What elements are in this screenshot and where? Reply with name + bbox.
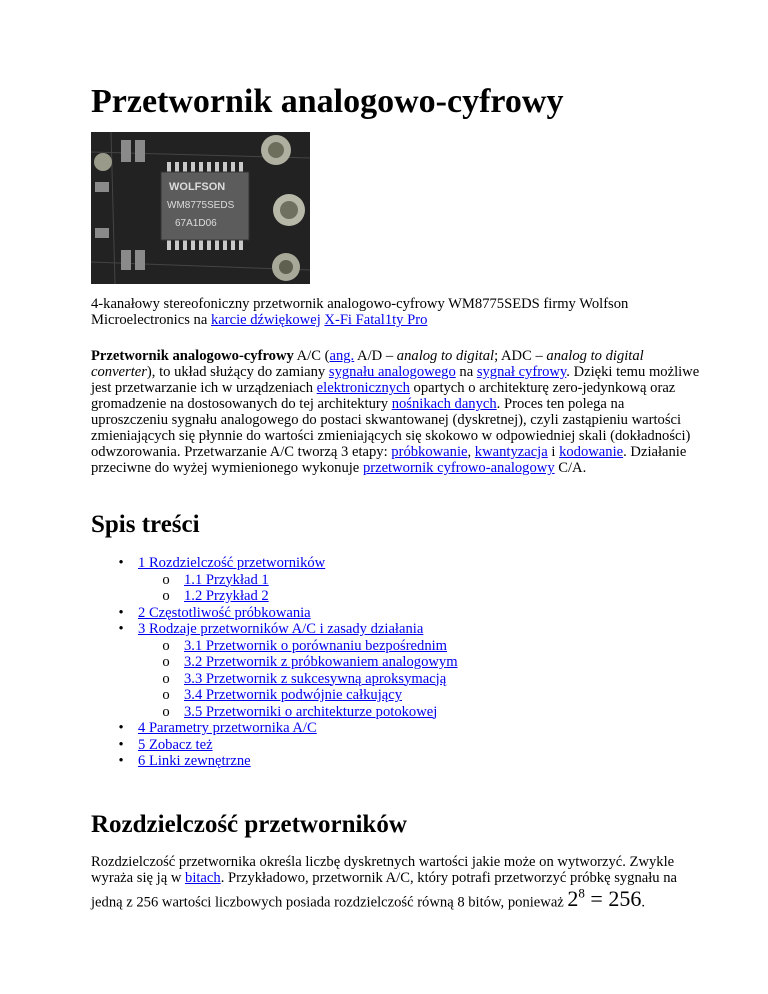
math-formula: $2^8 = 256$ xyxy=(567,886,642,912)
link-kodowanie[interactable]: kodowanie xyxy=(559,444,624,460)
toc-item xyxy=(91,588,458,605)
toc-link[interactable]: 1.1 Przykład 1 xyxy=(184,571,269,588)
toc-item xyxy=(91,704,458,721)
toc-heading: Spis treści xyxy=(91,511,200,538)
toc-item xyxy=(91,572,458,589)
toc-item xyxy=(91,737,458,754)
circle-bullet-icon: o xyxy=(162,588,170,604)
image-caption: 4-kanałowy stereofoniczny przetwornik analogowo-cyfrowy WM8775SEDS firmy Wolfson Microelectronics na karcie dźwiękowej X-Fi Fatal1ty Pro xyxy=(91,296,629,328)
circle-bullet-icon: o xyxy=(162,637,170,654)
toc-link[interactable]: 5 Zobacz też xyxy=(138,736,213,753)
page-title: Przetwornik analogowo-cyfrowy xyxy=(91,83,564,120)
toc-item xyxy=(91,638,458,655)
chip-brand: WOLFSON xyxy=(169,181,226,193)
intro-paragraph: Przetwornik analogowo-cyfrowy A/C (ang. A/D – analog to digital; ADC – analog to digital converter), to układ służący do zamiany sygnału analogowego na sygnał cyfrowy. Dzięki temu możliwe jest przetwarzanie ich w urządzeniach elektronicznych opartych o architekturę zero-jedynkową oraz gromadzenie na dostosowanych do tej architektury nośnikach danych. Proces ten polega na uproszczeniu sygnału analogowego do postaci skwantowanej (dyskretnej), czyli zastąpieniu wartości zmieniających się płynnie do wartości zmieniających się skokowo w odpowiedniej skali (dokładności) odwzorowania. Przetwarzanie A/C tworzą 3 etapy: próbkowanie, kwantyzacja i kodowanie. Działanie przeciwne do wyżej wymienionego wykonuje przetwornik cyfrowo-analogowy C/A. xyxy=(91,348,700,476)
toc-link[interactable]: 3 Rodzaje przetworników A/C i zasady działania xyxy=(138,621,424,637)
toc-item xyxy=(91,671,458,688)
bullet-icon: • xyxy=(118,720,124,736)
toc-link[interactable]: 6 Linki zewnętrzne xyxy=(138,753,251,769)
toc-link[interactable]: 2 Częstotliwość próbkowania xyxy=(138,604,311,621)
chip-photo xyxy=(91,132,310,284)
section1-paragraph: Rozdzielczość przetwornika określa liczbę dyskretnych wartości jakie może on wytworzyć. Zwykle wyraża się ją w bitach. Przykładowo, przetwornik A/C, który potrafi przetworzyć próbkę sygnału na jedną z 256 wartości liczbowych posiada rozdzielczość równą 8 bitów, ponieważ $2^8 = 256$. xyxy=(91,854,678,912)
toc-item xyxy=(91,720,458,737)
toc-link[interactable]: 3.3 Przetwornik z sukcesywną aproksymacją xyxy=(184,670,447,687)
table-of-contents xyxy=(91,555,458,770)
link-karta-dzwiekowa[interactable]: karcie dźwiękowej xyxy=(210,312,321,328)
chip-line2: 67A1D06 xyxy=(175,218,217,229)
bullet-icon: • xyxy=(118,604,124,621)
toc-link[interactable]: 1 Rozdzielczość przetworników xyxy=(138,555,326,571)
chip-line1: WM8775SEDS xyxy=(167,200,235,211)
toc-link[interactable]: 3.2 Przetwornik z próbkowaniem analogowym xyxy=(184,654,458,670)
toc-link[interactable]: 3.1 Przetwornik o porównaniu bezpośrednim xyxy=(184,637,448,654)
link-bity[interactable]: bitach xyxy=(185,870,221,886)
toc-item xyxy=(91,555,458,572)
section-heading-rozdzielczosc: Rozdzielczość przetworników xyxy=(91,811,407,838)
circle-bullet-icon: o xyxy=(162,571,170,588)
toc-link[interactable]: 3.5 Przetworniki o architekturze potokowej xyxy=(184,703,438,720)
link-nosniki-danych[interactable]: nośnikach danych xyxy=(391,396,497,412)
intro-bold-term: Przetwornik analogowo-cyfrowy xyxy=(91,348,294,364)
circle-bullet-icon: o xyxy=(162,670,170,687)
link-probkowanie[interactable]: próbkowanie xyxy=(391,444,468,460)
toc-item xyxy=(91,687,458,704)
toc-link[interactable]: 4 Parametry przetwornika A/C xyxy=(138,720,317,736)
toc-item xyxy=(91,621,458,638)
link-przetwornik-ca[interactable]: przetwornik cyfrowo-analogowy xyxy=(362,460,555,476)
link-ang[interactable]: ang. xyxy=(329,348,355,364)
bullet-icon: • xyxy=(118,736,124,753)
circle-bullet-icon: o xyxy=(162,687,170,703)
toc-item xyxy=(91,605,458,622)
link-elektronicznych[interactable]: elektronicznych xyxy=(316,380,410,396)
link-x-fi[interactable]: X-Fi Fatal1ty Pro xyxy=(324,312,428,328)
link-sygnal-cyfrowy[interactable]: sygnał cyfrowy xyxy=(476,364,567,380)
circle-bullet-icon: o xyxy=(162,703,170,720)
toc-item xyxy=(91,753,458,770)
bullet-icon: • xyxy=(118,555,124,571)
bullet-icon: • xyxy=(118,621,124,637)
circle-bullet-icon: o xyxy=(162,654,170,670)
toc-link[interactable]: 3.4 Przetwornik podwójnie całkujący xyxy=(184,687,403,703)
link-kwantyzacja[interactable]: kwantyzacja xyxy=(474,444,548,460)
link-sygnal-analogowy[interactable]: sygnału analogowego xyxy=(328,364,456,380)
toc-link[interactable]: 1.2 Przykład 2 xyxy=(184,588,269,604)
bullet-icon: • xyxy=(118,753,124,769)
toc-item xyxy=(91,654,458,671)
